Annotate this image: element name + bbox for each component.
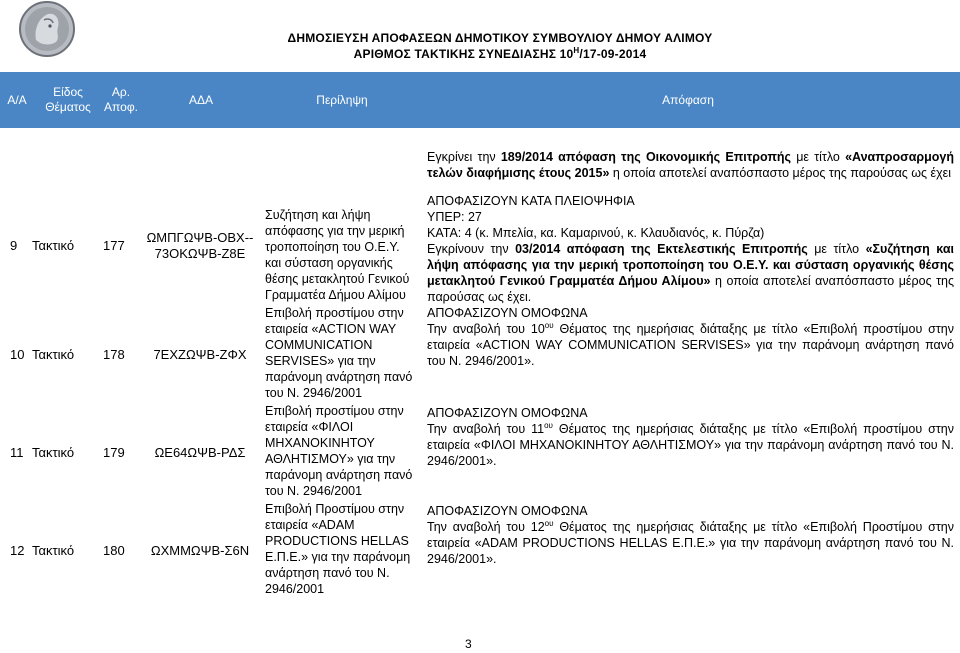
summary-11: Επιβολή προστίμου στην εταιρεία «ΦΙΛΟΙ ΜΗΧΑΝΟΚΙΝΗΤΟΥ ΑΘΛΗΤΙΣΜΟΥ» για την παράνομη ανάρτηση πανό του Ν. 2946/2001: [265, 404, 413, 498]
intro-decision: Εγκρίνει την 189/2014 απόφαση της Οικονομικής Επιτροπής με τίτλο «Αναπροσαρμογή τελών διαφήμισης έτους 2015» η οποία αποτελεί αναπόσπαστο μέρος της παρούσας ως έχει: [427, 150, 954, 180]
row-type: Τακτικό: [32, 347, 75, 362]
col-header-ar: Αρ. Αποφ.: [104, 85, 138, 114]
row-ada: 7ΕΧΖΩΨΒ-ΖΦΧ: [153, 347, 247, 362]
row-decision-number: 177: [103, 238, 125, 253]
page-number: 3: [465, 637, 472, 651]
col-header-eidos: Είδος Θέματος: [45, 85, 91, 114]
row-type: Τακτικό: [32, 238, 75, 253]
row-decision-number: 178: [103, 347, 125, 362]
row-ada: ΩΧΜΜΩΨΒ-Σ6Ν: [150, 543, 250, 558]
row-ada: ΩΕ64ΩΨΒ-ΡΔΣ: [154, 445, 246, 460]
session-number: ΑΡΙΘΜΟΣ ΤΑΚΤΙΚΗΣ ΣΥΝΕΔΙΑΣΗΣ $10^H/17-09-2014$: [353, 46, 647, 61]
decision-12: ΑΠΟΦΑΣΙΖΟΥΝ ΟΜΟΦΩΝΑ Την αναβολή του $12^{o\upsilon}$ Θέματος της ημερήσιας διάταξης με τίτλο «Επιβολή Προστίμου στην εταιρεία «ADAM PRODUCTIONS HELLAS Ε.Π.Ε.» για την παράνομη ανάρτηση πανό του Ν. 2946/2001».: [427, 504, 954, 566]
document-title: ΔΗΜΟΣΙΕΥΣΗ ΑΠΟΦΑΣΕΩΝ ΔΗΜΟΤΙΚΟΥ ΣΥΜΒΟΥΛΙΟΥ ΔΗΜΟΥ ΑΛΙΜΟΥ: [287, 31, 713, 45]
row-ada: ΩΜΠΓΩΨΒ-ΟΒΧ-- 73ΟΚΩΨΒ-Ζ8Ε: [146, 230, 254, 261]
decision-11: ΑΠΟΦΑΣΙΖΟΥΝ ΟΜΟΦΩΝΑ Την αναβολή του $11^{o\upsilon}$ Θέματος της ημερήσιας διάταξης με τίτλο «Επιβολή προστίμου στην εταιρεία «ΦΙΛΟΙ ΜΗΧΑΝΟΚΙΝΗΤΟΥ ΑΘΛΗΤΙΣΜΟΥ» για την παράνομη ανάρτηση πανό του Ν. 2946/2001».: [427, 406, 954, 468]
row-aa: 9: [10, 238, 18, 253]
summary-10: Επιβολή προστίμου στην εταιρεία «ACTION WAY COMMUNICATION SERVISES» για την παράνομη ανάρτηση πανό του Ν. 2946/2001: [265, 306, 413, 400]
col-header-apofasi: Απόφαση: [662, 92, 714, 107]
row-decision-number: 179: [103, 445, 125, 460]
row-decision-number: 180: [103, 543, 125, 558]
col-header-ada: ΑΔΑ: [188, 92, 214, 107]
row-type: Τακτικό: [32, 445, 75, 460]
summary-12: Επιβολή Προστίμου στην εταιρεία «ADAM PRODUCTIONS HELLAS Ε.Π.Ε.» για την παράνομη ανάρτηση πανό του Ν. 2946/2001: [265, 502, 411, 596]
col-header-perilipsi: Περίληψη: [316, 92, 368, 107]
decision-9: ΑΠΟΦΑΣΙΖΟΥΝ ΚΑΤΑ ΠΛΕΙΟΨΗΦΙΑ ΥΠΕΡ: 27 ΚΑΤΑ: 4 (κ. Μπελία, κα. Καμαρινού, κ. Κλαυδιανός, κ. Πύρζα) Εγκρίνουν την 03/2014 απόφαση της Εκτελεστικής Επιτροπής με τίτλο «Συζήτηση και λήψη απόφασης για την μερική τροποποίηση του Ο.Ε.Υ. και σύσταση οργανικής θέσης μετακλητού Γενικού Γραμματέα Δήμου Αλίμου» η οποία αποτελεί αναπόσπαστο μέρος της παρούσας ως έχει.: [427, 194, 955, 304]
decision-10: ΑΠΟΦΑΣΙΖΟΥΝ ΟΜΟΦΩΝΑ Την αναβολή του $10^{o\upsilon}$ Θέματος της ημερήσιας διάταξης με τίτλο «Επιβολή προστίμου στην εταιρεία «ACTION WAY COMMUNICATION SERVISES» για την παράνομη ανάρτηση πανό του Ν. 2946/2001».: [427, 306, 954, 368]
row-aa: 11: [10, 445, 24, 460]
table-header: [0, 72, 960, 128]
row-type: Τακτικό: [32, 543, 75, 558]
row-aa: 10: [10, 347, 25, 362]
municipality-coin-logo: [14, 0, 80, 58]
summary-9: Συζήτηση και λήψη απόφασης για την μερική τροποποίηση του Ο.Ε.Υ. και σύσταση οργανικής θέσης μετακλητού Γενικού Γραμματέα Δήμου Αλίμου: [265, 208, 410, 302]
col-header-aa: Α/Α: [7, 92, 27, 107]
row-aa: 12: [10, 543, 25, 558]
